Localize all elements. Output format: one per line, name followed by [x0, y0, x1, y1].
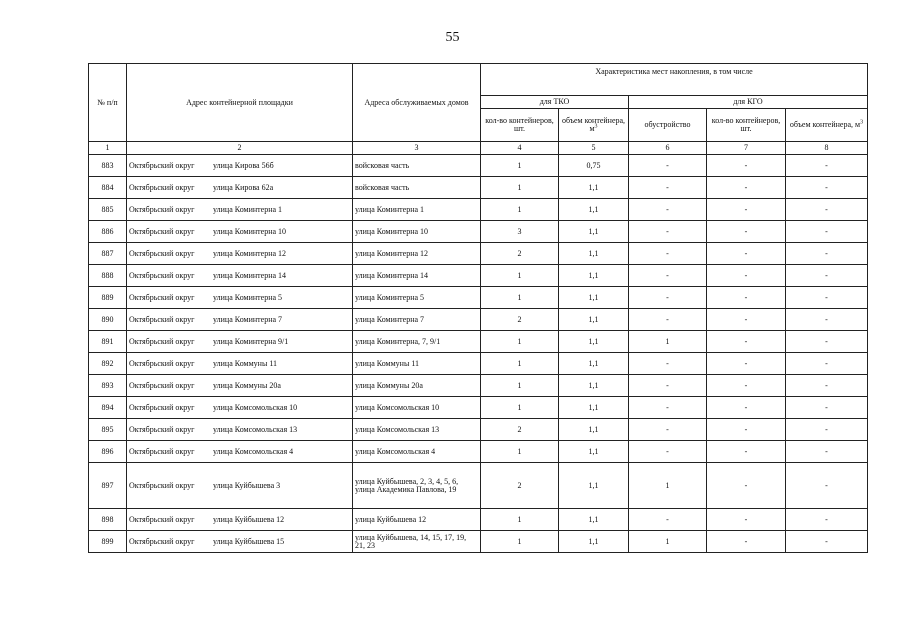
- header-kgo-count: кол-во контейнеров, шт.: [707, 109, 786, 142]
- table-row: [89, 441, 868, 463]
- kgo-setup: -: [629, 199, 707, 221]
- header-kgo-setup: обустройство: [629, 109, 707, 142]
- served-homes: улица Коминтерна 7: [353, 309, 481, 331]
- served-homes: улица Комсомольская 4: [353, 441, 481, 463]
- kgo-setup: -: [629, 309, 707, 331]
- district: Октябрьский округ: [129, 248, 195, 258]
- header-tko-count: кол-во контейнеров, шт.: [481, 109, 559, 142]
- kgo-count: -: [707, 375, 786, 397]
- district: Октябрьский округ: [129, 446, 195, 456]
- header-group-tko: для ТКО: [481, 96, 629, 109]
- street: улица Коммуны 20а: [213, 380, 281, 390]
- site-address: [127, 265, 353, 287]
- tko-volume: 1,1: [559, 199, 629, 221]
- district: Октябрьский округ: [129, 182, 195, 192]
- tko-volume: 1,1: [559, 441, 629, 463]
- tko-count: 1: [481, 331, 559, 353]
- served-homes: войсковая часть: [353, 155, 481, 177]
- row-number: 896: [89, 441, 127, 463]
- kgo-volume: -: [786, 397, 868, 419]
- kgo-volume: -: [786, 353, 868, 375]
- tko-volume: 1,1: [559, 265, 629, 287]
- header-group-kgo: для КГО: [629, 96, 868, 109]
- kgo-setup: -: [629, 419, 707, 441]
- row-number: 897: [89, 463, 127, 509]
- kgo-volume: -: [786, 265, 868, 287]
- tko-volume: 1,1: [559, 463, 629, 509]
- served-homes: улица Коммуны 11: [353, 353, 481, 375]
- tko-volume: 1,1: [559, 177, 629, 199]
- row-number: 884: [89, 177, 127, 199]
- site-address: [127, 353, 353, 375]
- district: Октябрьский округ: [129, 314, 195, 324]
- column-numbers-row: [89, 142, 868, 155]
- kgo-setup: -: [629, 375, 707, 397]
- kgo-count: -: [707, 463, 786, 509]
- district: Октябрьский округ: [129, 536, 195, 546]
- tko-volume: 1,1: [559, 397, 629, 419]
- site-address: [127, 331, 353, 353]
- site-address: [127, 375, 353, 397]
- district: Октябрьский округ: [129, 358, 195, 368]
- container-sites-table: [88, 63, 868, 553]
- table-row: [89, 221, 868, 243]
- street: улица Коммуны 11: [213, 358, 278, 368]
- served-homes: улица Коминтерна 14: [353, 265, 481, 287]
- site-address: [127, 243, 353, 265]
- tko-count: 1: [481, 265, 559, 287]
- kgo-setup: -: [629, 441, 707, 463]
- column-number: 7: [707, 142, 786, 155]
- street: улица Коминтерна 7: [213, 314, 283, 324]
- street: улица Кирова 56б: [213, 160, 274, 170]
- row-number: 889: [89, 287, 127, 309]
- site-address: [127, 419, 353, 441]
- row-number: 891: [89, 331, 127, 353]
- header-col-served-homes: Адреса обслуживаемых домов: [353, 64, 481, 142]
- table-row: [89, 331, 868, 353]
- site-address: [127, 397, 353, 419]
- served-homes: улица Комсомольская 10: [353, 397, 481, 419]
- site-address: [127, 177, 353, 199]
- site-address: [127, 309, 353, 331]
- kgo-setup: -: [629, 265, 707, 287]
- served-homes: улица Коммуны 20а: [353, 375, 481, 397]
- kgo-count: -: [707, 243, 786, 265]
- header-tko-volume: объем контейнера, $м^3$: [559, 109, 629, 142]
- district: Октябрьский округ: [129, 336, 195, 346]
- kgo-volume: -: [786, 221, 868, 243]
- column-number: 2: [127, 142, 353, 155]
- kgo-setup: -: [629, 287, 707, 309]
- kgo-count: -: [707, 155, 786, 177]
- district: Октябрьский округ: [129, 270, 195, 280]
- row-number: 888: [89, 265, 127, 287]
- kgo-count: -: [707, 531, 786, 553]
- table-row: [89, 177, 868, 199]
- table-row: [89, 353, 868, 375]
- district: Октябрьский округ: [129, 204, 195, 214]
- kgo-volume: -: [786, 419, 868, 441]
- row-number: 883: [89, 155, 127, 177]
- site-address: [127, 509, 353, 531]
- column-number: 8: [786, 142, 868, 155]
- header-col-number: № п/п: [89, 64, 127, 142]
- table-row: [89, 199, 868, 221]
- tko-volume: 1,1: [559, 287, 629, 309]
- kgo-volume: -: [786, 509, 868, 531]
- site-address: [127, 155, 353, 177]
- tko-volume: 1,1: [559, 419, 629, 441]
- tko-volume: 1,1: [559, 331, 629, 353]
- table-row: [89, 287, 868, 309]
- street: улица Куйбышева 15: [213, 536, 285, 546]
- served-homes: улица Коминтерна 5: [353, 287, 481, 309]
- row-number: 887: [89, 243, 127, 265]
- table-row: [89, 397, 868, 419]
- kgo-setup: 1: [629, 331, 707, 353]
- kgo-setup: -: [629, 509, 707, 531]
- kgo-setup: -: [629, 397, 707, 419]
- table-row: [89, 155, 868, 177]
- served-homes: улица Куйбышева, 2, 3, 4, 5, 6, улица Академика Павлова, 19: [353, 463, 481, 509]
- table-row: [89, 375, 868, 397]
- district: Октябрьский округ: [129, 424, 195, 434]
- row-number: 885: [89, 199, 127, 221]
- street: улица Кирова 62а: [213, 182, 274, 192]
- street: улица Коминтерна 1: [213, 204, 283, 214]
- tko-count: 1: [481, 509, 559, 531]
- kgo-volume: -: [786, 531, 868, 553]
- table-row: [89, 419, 868, 441]
- district: Октябрьский округ: [129, 380, 195, 390]
- row-number: 895: [89, 419, 127, 441]
- served-homes: улица Куйбышева 12: [353, 509, 481, 531]
- tko-volume: 1,1: [559, 353, 629, 375]
- column-number: 5: [559, 142, 629, 155]
- kgo-count: -: [707, 221, 786, 243]
- served-homes: улица Коминтерна 12: [353, 243, 481, 265]
- tko-count: 2: [481, 463, 559, 509]
- kgo-volume: -: [786, 243, 868, 265]
- tko-volume: 0,75: [559, 155, 629, 177]
- street: улица Куйбышева 3: [213, 480, 281, 490]
- kgo-count: -: [707, 309, 786, 331]
- kgo-count: -: [707, 287, 786, 309]
- served-homes: войсковая часть: [353, 177, 481, 199]
- kgo-volume: -: [786, 441, 868, 463]
- kgo-setup: -: [629, 353, 707, 375]
- kgo-count: -: [707, 353, 786, 375]
- district: Октябрьский округ: [129, 160, 195, 170]
- street: улица Комсомольская 4: [213, 446, 294, 456]
- street: улица Коминтерна 5: [213, 292, 283, 302]
- tko-count: 1: [481, 441, 559, 463]
- site-address: [127, 221, 353, 243]
- tko-count: 2: [481, 419, 559, 441]
- table-row: [89, 243, 868, 265]
- header-col-site-address: Адрес контейнерной площадки: [127, 64, 353, 142]
- kgo-count: -: [707, 199, 786, 221]
- row-number: 892: [89, 353, 127, 375]
- district: Октябрьский округ: [129, 226, 195, 236]
- table-row: [89, 463, 868, 509]
- kgo-setup: -: [629, 221, 707, 243]
- tko-volume: 1,1: [559, 221, 629, 243]
- table-row: [89, 265, 868, 287]
- kgo-volume: -: [786, 177, 868, 199]
- kgo-volume: -: [786, 287, 868, 309]
- district: Октябрьский округ: [129, 514, 195, 524]
- served-homes: улица Коминтерна, 7, 9/1: [353, 331, 481, 353]
- served-homes: улица Коминтерна 10: [353, 221, 481, 243]
- kgo-count: -: [707, 441, 786, 463]
- row-number: 890: [89, 309, 127, 331]
- kgo-volume: -: [786, 155, 868, 177]
- table-row: [89, 531, 868, 553]
- street: улица Комсомольская 13: [213, 424, 298, 434]
- tko-count: 2: [481, 243, 559, 265]
- tko-count: 1: [481, 199, 559, 221]
- district: Октябрьский округ: [129, 480, 195, 490]
- tko-count: 1: [481, 397, 559, 419]
- site-address: [127, 199, 353, 221]
- kgo-volume: -: [786, 375, 868, 397]
- tko-volume: 1,1: [559, 509, 629, 531]
- served-homes: улица Коминтерна 1: [353, 199, 481, 221]
- tko-count: 3: [481, 221, 559, 243]
- row-number: 899: [89, 531, 127, 553]
- tko-count: 1: [481, 177, 559, 199]
- header-kgo-volume: объем контейнера, $м^3$: [786, 109, 868, 142]
- street: улица Коминтерна 9/1: [213, 336, 289, 346]
- served-homes: улица Комсомольская 13: [353, 419, 481, 441]
- header-col-characteristics: Характеристика мест накопления, в том числе: [481, 64, 868, 96]
- street: улица Комсомольская 10: [213, 402, 298, 412]
- kgo-count: -: [707, 265, 786, 287]
- row-number: 893: [89, 375, 127, 397]
- kgo-volume: -: [786, 199, 868, 221]
- site-address: [127, 463, 353, 509]
- street: улица Коминтерна 12: [213, 248, 287, 258]
- kgo-setup: 1: [629, 531, 707, 553]
- district: Октябрьский округ: [129, 292, 195, 302]
- site-address: [127, 441, 353, 463]
- kgo-setup: -: [629, 243, 707, 265]
- kgo-setup: -: [629, 177, 707, 199]
- tko-count: 1: [481, 375, 559, 397]
- table-row: [89, 509, 868, 531]
- column-number: 1: [89, 142, 127, 155]
- street: улица Коминтерна 10: [213, 226, 287, 236]
- tko-volume: 1,1: [559, 243, 629, 265]
- site-address: [127, 531, 353, 553]
- tko-count: 1: [481, 353, 559, 375]
- kgo-count: -: [707, 419, 786, 441]
- tko-count: 2: [481, 309, 559, 331]
- tko-count: 1: [481, 531, 559, 553]
- kgo-volume: -: [786, 331, 868, 353]
- tko-volume: 1,1: [559, 375, 629, 397]
- page-number: 55: [445, 30, 460, 45]
- row-number: 886: [89, 221, 127, 243]
- kgo-volume: -: [786, 463, 868, 509]
- kgo-count: -: [707, 509, 786, 531]
- tko-count: 1: [481, 155, 559, 177]
- kgo-count: -: [707, 397, 786, 419]
- district: Октябрьский округ: [129, 402, 195, 412]
- tko-volume: 1,1: [559, 309, 629, 331]
- kgo-count: -: [707, 331, 786, 353]
- row-number: 894: [89, 397, 127, 419]
- column-number: 6: [629, 142, 707, 155]
- kgo-count: -: [707, 177, 786, 199]
- street: улица Коминтерна 14: [213, 270, 287, 280]
- site-address: [127, 287, 353, 309]
- kgo-volume: -: [786, 309, 868, 331]
- tko-count: 1: [481, 287, 559, 309]
- kgo-setup: 1: [629, 463, 707, 509]
- street: улица Куйбышева 12: [213, 514, 285, 524]
- column-number: 4: [481, 142, 559, 155]
- row-number: 898: [89, 509, 127, 531]
- served-homes: улица Куйбышева, 14, 15, 17, 19, 21, 23: [353, 531, 481, 553]
- table-row: [89, 309, 868, 331]
- kgo-setup: -: [629, 155, 707, 177]
- tko-volume: 1,1: [559, 531, 629, 553]
- column-number: 3: [353, 142, 481, 155]
